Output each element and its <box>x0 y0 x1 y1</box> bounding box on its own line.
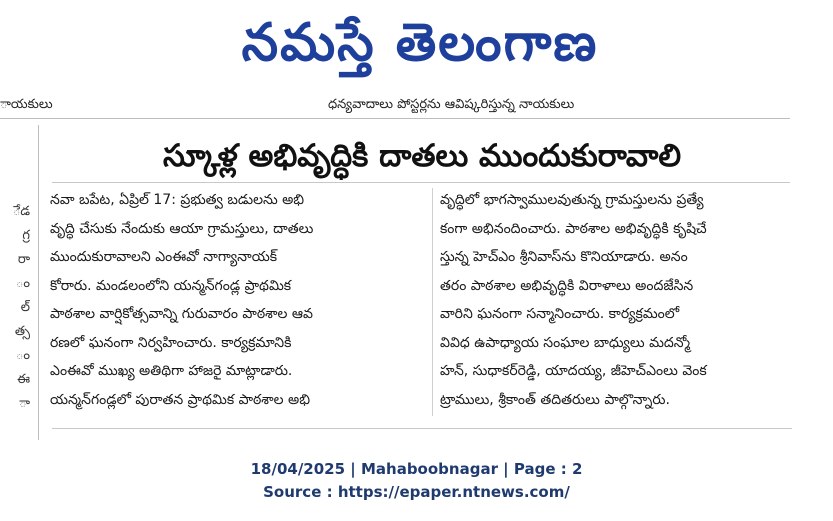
article-column-right <box>440 186 792 414</box>
article-line: నవా బపేట, ఏప్రిల్ 17: ప్రభుత్వ బడులను అభి <box>50 192 305 208</box>
article-line: వారిని ఘనంగా సన్మానించారు. కార్యక్రమంలో <box>440 306 680 322</box>
article-line: కంగా అభినందించారు. పాఠశాల అభివృద్ధికి కృషిచే <box>440 220 707 237</box>
cropped-text: ఈ <box>17 372 30 387</box>
source-link[interactable]: Source : https://epaper.ntnews.com/ <box>263 483 570 501</box>
adjacent-caption-right: ధన్యవాదాలు పోస్టర్లను ఆవిష్కరిస్తున్న నాయకులు <box>328 97 575 112</box>
top-divider <box>0 118 790 119</box>
cropped-neighbor-column <box>0 200 30 416</box>
article-line: కోరారు. మండలంలోని యన్మన్‌గండ్ల ప్రాథమిక <box>50 277 292 294</box>
cropped-text: ా <box>19 396 30 411</box>
left-column-divider <box>38 125 39 440</box>
article-line: స్తున్న హెచ్‌ఎం శ్రీనివాస్‌ను కొనియాడారు. అనం <box>440 249 688 265</box>
article-line: వృద్ధి చేసుకు నేందుకు ఆయా గ్రామస్తులు, దాతలు <box>50 220 314 237</box>
adjacent-caption-left: ాయకులు <box>0 97 53 112</box>
article-line: ఎంఈవో ముఖ్య అతిథిగా హాజరై మాట్లాడారు. <box>50 363 293 379</box>
newspaper-masthead: నమస్తే తెలంగాణ <box>241 13 599 73</box>
cropped-text: గ్ర <box>22 228 30 243</box>
article-column-divider <box>432 188 433 416</box>
article-line: ట్రాములు, శ్రీకాంత్ తదితరులు పాల్గొన్నారు. <box>440 391 670 408</box>
cropped-text: ేడ <box>12 204 30 219</box>
article-line: ముందుకురావాలని ఎంఈవో నాగ్యానాయక్ <box>50 249 278 265</box>
article-line: రణలో ఘనంగా నిర్వహించారు. కార్యక్రమానికి <box>50 334 292 351</box>
cropped-text: ం <box>15 276 30 291</box>
article-headline: స్కూళ్ల అభివృద్ధికి దాతలు ముందుకురావాలి <box>162 138 682 174</box>
edition-info: 18/04/2025 | Mahaboobnagar | Page : 2 <box>250 460 583 478</box>
cropped-text: ం <box>15 348 30 363</box>
article-line: పాఠశాల వార్షికోత్సవాన్ని గురువారం పాఠశాల ఆవ <box>50 306 313 322</box>
article-bottom-divider <box>52 428 792 429</box>
article-column-left <box>50 186 428 414</box>
cropped-text: ల్ <box>20 300 30 315</box>
cropped-text: రా <box>17 252 30 267</box>
article-line: తరం పాఠశాల అభివృద్ధికి విరాళాలు అందజేసిన <box>440 277 694 294</box>
article-line: వివిధ ఉపాధ్యాయ సంఘాల బాధ్యులు మదన్మో <box>440 334 690 351</box>
article-line: యన్మన్‌గండ్లలో పురాతన ప్రాథమిక పాఠశాల అభి <box>50 391 311 408</box>
cropped-text: త్స <box>14 324 30 339</box>
article-line: హన్, సుధాకర్‌రెడ్డి, యాదయ్య, జీహెచ్‌ఎంలు వెంక <box>440 363 707 379</box>
headline-divider <box>52 182 790 183</box>
article-line: వృద్ధిలో భాగస్వాములవుతున్న గ్రామస్తులను ప్రత్యే <box>440 192 704 208</box>
